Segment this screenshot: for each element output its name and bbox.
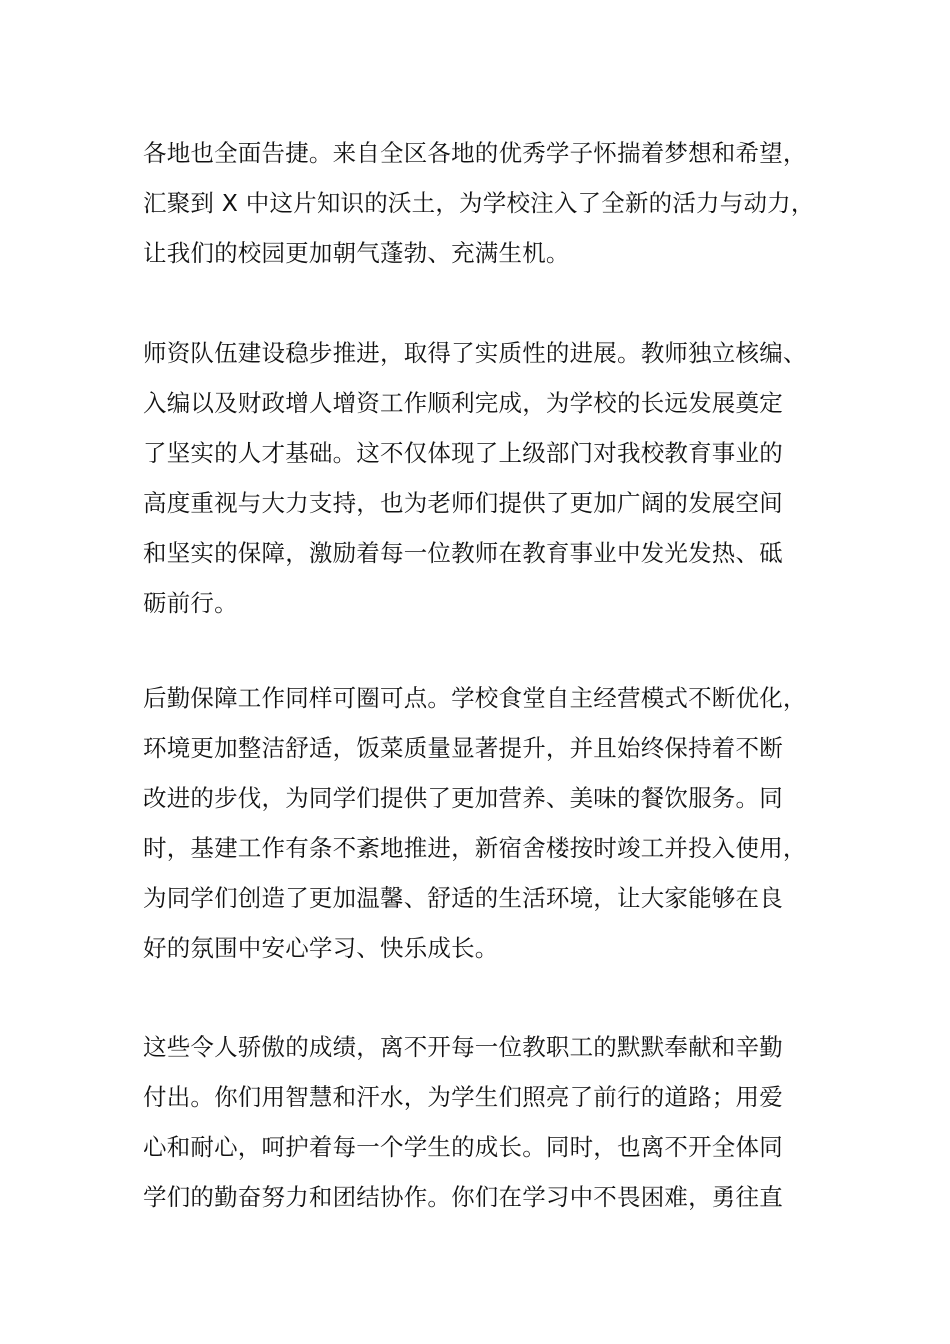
text-line: 了坚实的人才基础。这不仅体现了上级部门对我校教育事业的 — [143, 439, 783, 467]
text-line: 改进的步伐，为同学们提供了更加营养、美味的餐饮服务。同 — [143, 784, 783, 812]
text-line: 心和耐心，呵护着每一个学生的成长。同时，也离不开全体同 — [143, 1133, 783, 1161]
text-line: 入编以及财政增人增资工作顺利完成，为学校的长远发展奠定 — [143, 389, 783, 417]
text-line: 让我们的校园更加朝气蓬勃、充满生机。 — [143, 239, 570, 267]
paragraph-acknowledgement — [143, 1022, 843, 1222]
paragraph-faculty — [143, 328, 843, 628]
text-line: 高度重视与大力支持，也为老师们提供了更加广阔的发展空间 — [143, 489, 783, 517]
text-line: 好的氛围中安心学习、快乐成长。 — [143, 934, 499, 962]
text-line: 环境更加整洁舒适，饭菜质量显著提升，并且始终保持着不断 — [143, 734, 783, 762]
text-line: 砺前行。 — [143, 589, 238, 617]
text-line: 付出。你们用智慧和汗水，为学生们照亮了前行的道路；用爱 — [143, 1083, 783, 1111]
text-line: 各地也全面告捷。来自全区各地的优秀学子怀揣着梦想和希望， — [143, 139, 807, 167]
text-line: 学们的勤奋努力和团结协作。你们在学习中不畏困难，勇往直 — [143, 1183, 783, 1211]
text-line: 后勤保障工作同样可圈可点。学校食堂自主经营模式不断优化， — [143, 684, 807, 712]
text-line: 时，基建工作有条不紊地推进，新宿舍楼按时竣工并投入使用， — [143, 834, 807, 862]
paragraph-enrollment — [143, 128, 843, 278]
paragraph-logistics — [143, 673, 843, 973]
text-line: 师资队伍建设稳步推进，取得了实质性的进展。教师独立核编、 — [143, 339, 807, 367]
text-line: 这些令人骄傲的成绩，离不开每一位教职工的默默奉献和辛勤 — [143, 1033, 783, 1061]
text-line: 汇聚到 X 中这片知识的沃土，为学校注入了全新的活力与动力， — [143, 189, 815, 217]
text-line: 为同学们创造了更加温馨、舒适的生活环境，让大家能够在良 — [143, 884, 783, 912]
text-line: 和坚实的保障，激励着每一位教师在教育事业中发光发热、砥 — [143, 539, 783, 567]
